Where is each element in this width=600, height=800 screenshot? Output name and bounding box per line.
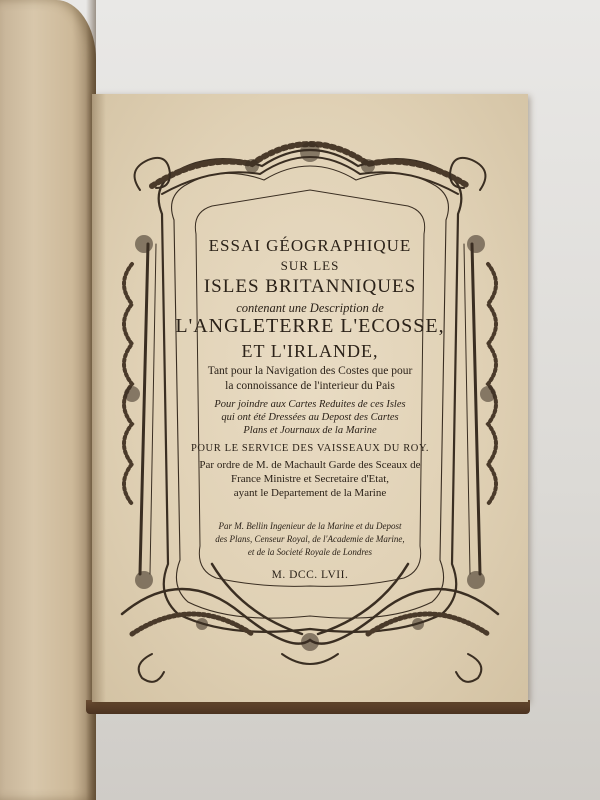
publication-year: M. DCC. LVII. — [271, 569, 349, 581]
title-line-12: POUR LE SERVICE DES VAISSEAUX DU ROY. — [190, 443, 430, 454]
title-line-2: SUR LES — [280, 258, 340, 273]
title-line-1: ESSAI GÉOGRAPHIQUE — [208, 236, 412, 255]
title-line-7: Tant pour la Navigation des Costes que pour — [207, 365, 413, 377]
title-line-15: ayant le Departement de la Marine — [233, 487, 387, 499]
imprint-line-1: Par M. Bellin Ingenieur de la Marine et du Depost — [218, 521, 402, 531]
imprint-line-3: et de la Societé Royale de Londres — [247, 547, 373, 557]
imprint-line-2: des Plans, Censeur Royal, de l'Academie de Marine, — [215, 534, 405, 544]
opposite-page-edge — [0, 0, 96, 800]
title-line-4: contenant une Description de — [236, 301, 384, 315]
title-line-14: France Ministre et Secretaire d'Etat, — [230, 473, 390, 485]
title-line-9: Pour joindre aux Cartes Reduites de ces Isles — [214, 399, 406, 410]
title-line-8: la connoissance de l'interieur du Pais — [225, 380, 395, 392]
title-line-11: Plans et Journaux de la Marine — [243, 425, 377, 436]
book-edge — [86, 700, 530, 714]
title-text-block — [92, 94, 528, 702]
title-line-5: L'ANGLETERRE L'ECOSSE, — [175, 315, 445, 337]
title-line-6: ET L'IRLANDE, — [241, 341, 379, 361]
title-line-3: ISLES BRITANNIQUES — [203, 276, 417, 297]
title-line-10: qui ont été Dressées au Depost des Cartes — [221, 412, 399, 423]
title-line-13: Par ordre de M. de Machault Garde des Sceaux de — [199, 459, 421, 471]
